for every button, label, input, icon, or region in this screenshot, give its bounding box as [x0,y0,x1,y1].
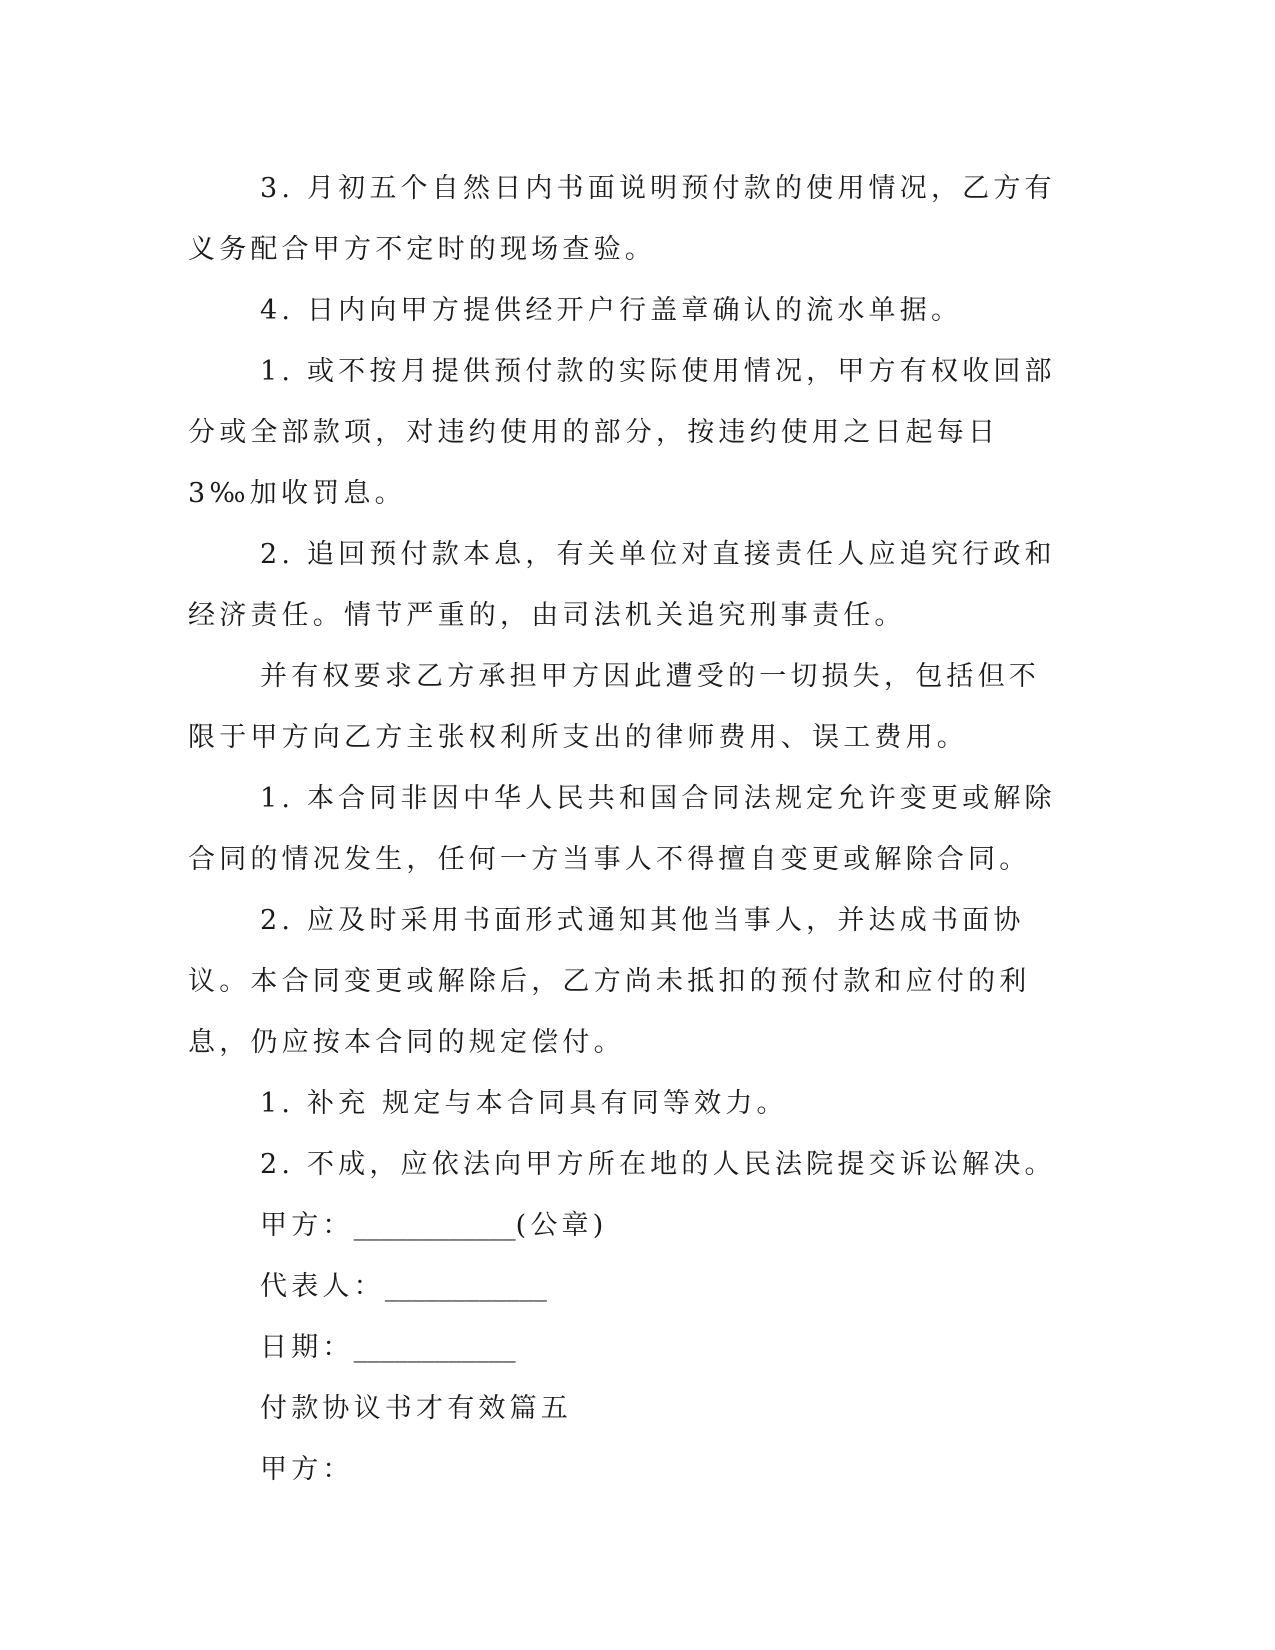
party-a-blank: ____________ [353,1210,516,1241]
paragraph-change-1: 1. 本合同非因中华人民共和国合同法规定允许变更或解除合同的情况发生，任何一方当事人不得擅自变更或解除合同。 [188,783,1056,875]
date-blank: ____________ [353,1332,516,1363]
representative-label: 代表人： [260,1271,385,1302]
party-a-label: 甲方： [260,1210,354,1241]
paragraph-clause-4: 4. 日内向甲方提供经开户行盖章确认的流水单据。 [260,295,963,326]
paragraph-penalty-2: 2. 追回预付款本息，有关单位对直接责任人应追究行政和经济责任。情节严重的，由司法机关追究刑事责任。 [188,539,1056,631]
paragraph-losses: 并有权要求乙方承担甲方因此遭受的一切损失，包括但不限于甲方向乙方主张权利所支出的律师费用、误工费用。 [188,661,1040,753]
representative-blank: ____________ [384,1271,547,1302]
paragraph-penalty-1: 1. 或不按月提供预付款的实际使用情况，甲方有权收回部分或全部款项，对违约使用的部分，按违约使用之日起每日 3‰加收罚息。 [188,356,1056,509]
signature-party-a [188,1195,1068,1256]
section-title: 付款协议书才有效篇五 [260,1393,572,1424]
line-supplement: 1. 补充 规定与本合同具有同等效力。 [260,1088,788,1119]
party-a-seal: (公章) [515,1210,608,1241]
paragraph-clause-3: 3. 月初五个自然日内书面说明预付款的使用情况，乙方有义务配合甲方不定时的现场查验。 [188,173,1056,265]
document-body [188,158,1068,1500]
line-dispute: 2. 不成，应依法向甲方所在地的人民法院提交诉讼解决。 [260,1149,1056,1180]
next-party-a-label: 甲方： [260,1454,354,1485]
signature-date [188,1317,1068,1378]
paragraph-change-2: 2. 应及时采用书面形式通知其他当事人，并达成书面协议。本合同变更或解除后，乙方尚未抵扣的预付款和应付的利息，仍应按本合同的规定偿付。 [188,905,1031,1058]
signature-representative [188,1256,1068,1317]
date-label: 日期： [260,1332,354,1363]
